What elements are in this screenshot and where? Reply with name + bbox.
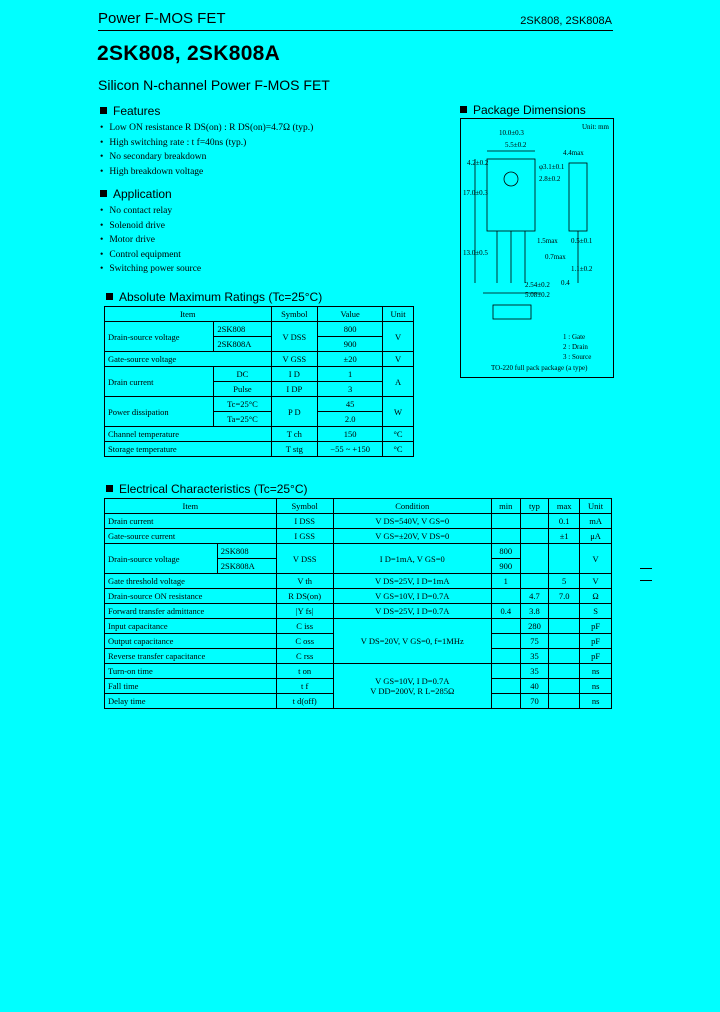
table-row — [105, 322, 414, 337]
item-cell: Drain-source voltage — [105, 322, 214, 352]
package-drawing-frame — [460, 118, 614, 378]
symbol-cell: V GSS — [271, 352, 318, 367]
package-body — [487, 159, 535, 231]
list-item: • High breakdown voltage — [100, 165, 313, 180]
item-cell: Gate-source current — [105, 529, 277, 544]
sub-cell: DC — [214, 367, 271, 382]
unit-cell: ns — [580, 679, 612, 694]
dimension-label: 0.4 — [561, 279, 570, 287]
dimension-label: 5.5±0.2 — [505, 141, 527, 149]
table-header-row — [105, 499, 612, 514]
max-cell — [549, 604, 580, 619]
square-bullet-icon — [100, 190, 107, 197]
package-note: TO-220 full pack package (a type) — [491, 364, 588, 372]
mounting-hole — [504, 172, 518, 186]
margin-mark — [640, 580, 652, 581]
value-cell: 150 — [318, 427, 383, 442]
symbol-cell: R DS(on) — [276, 589, 333, 604]
typ-cell: 280 — [520, 619, 548, 634]
unit-cell: pF — [580, 649, 612, 664]
table-row — [105, 664, 612, 679]
item-cell: Turn-on time — [105, 664, 277, 679]
unit-cell: ns — [580, 664, 612, 679]
item-cell: Gate threshold voltage — [105, 574, 277, 589]
sub-cell: 2SK808A — [214, 337, 271, 352]
unit-cell: °C — [383, 427, 414, 442]
value-cell: 2.0 — [318, 412, 383, 427]
unit-cell: W — [383, 397, 414, 427]
header-cell: Value — [318, 307, 383, 322]
min-cell — [491, 664, 520, 679]
symbol-cell: t on — [276, 664, 333, 679]
table-row — [105, 604, 612, 619]
header-cell: Symbol — [276, 499, 333, 514]
min-cell — [491, 679, 520, 694]
unit-cell: ns — [580, 694, 612, 709]
typ-cell — [520, 529, 548, 544]
header-part-numbers: 2SK808, 2SK808A — [520, 15, 612, 27]
list-item: • No secondary breakdown — [100, 150, 313, 165]
item-cell: Delay time — [105, 694, 277, 709]
margin-mark — [640, 568, 652, 569]
header-cell: Unit — [383, 307, 414, 322]
dimension-label: 0.7max — [545, 253, 566, 261]
condition-cell: V DS=20V, V GS=0, f=1MHz — [333, 619, 491, 664]
header-category: Power F-MOS FET — [98, 10, 226, 27]
package-heading: Package Dimensions — [460, 103, 586, 117]
condition-cell: V DS=25V, I D=0.7A — [333, 604, 491, 619]
pin-legend — [563, 332, 591, 362]
page-subtitle: Silicon N-channel Power F-MOS FET — [98, 77, 330, 93]
item-cell: Gate-source voltage — [105, 352, 272, 367]
table-row — [105, 352, 414, 367]
dimension-label: 2.8±0.2 — [539, 175, 561, 183]
min-cell — [491, 649, 520, 664]
unit-cell: pF — [580, 619, 612, 634]
page-title: 2SK808, 2SK808A — [97, 42, 281, 65]
header-cell: min — [491, 499, 520, 514]
max-cell: 0.1 — [549, 514, 580, 529]
abs-max-heading: Absolute Maximum Ratings (Tc=25°C) — [106, 290, 322, 304]
sub-cell: 2SK808A — [217, 559, 276, 574]
max-cell: 5 — [549, 574, 580, 589]
pin-legend-item: 2 : Drain — [563, 343, 588, 351]
symbol-cell: V DSS — [276, 544, 333, 574]
dimension-label: 1.5max — [537, 237, 558, 245]
min-cell: 900 — [491, 559, 520, 574]
symbol-cell: t d(off) — [276, 694, 333, 709]
value-cell: 45 — [318, 397, 383, 412]
min-cell: 0.4 — [491, 604, 520, 619]
dimension-label: 13.0±0.5 — [463, 249, 488, 257]
square-bullet-icon — [100, 107, 107, 114]
condition-cell: V GS=10V, I D=0.7A — [333, 589, 491, 604]
symbol-cell: C iss — [276, 619, 333, 634]
condition-cell: V DS=540V, V GS=0 — [333, 514, 491, 529]
max-cell — [549, 664, 580, 679]
min-cell — [491, 529, 520, 544]
typ-cell: 35 — [520, 649, 548, 664]
dimension-label: 1.1±0.2 — [571, 265, 593, 273]
min-cell: 800 — [491, 544, 520, 559]
list-item: • Low ON resistance R DS(on) : R DS(on)=4.7Ω (typ.) — [100, 121, 313, 136]
unit-cell: μA — [580, 529, 612, 544]
list-item: • Solenoid drive — [100, 219, 201, 234]
bottom-view-body — [493, 305, 531, 319]
unit-cell: V — [580, 544, 612, 574]
table-row — [105, 619, 612, 634]
sub-cell: 2SK808 — [214, 322, 271, 337]
elec-heading: Electrical Characteristics (Tc=25°C) — [106, 482, 308, 496]
application-heading: Application — [100, 187, 201, 201]
table-row — [105, 589, 612, 604]
typ-cell: 75 — [520, 634, 548, 649]
table-row — [105, 427, 414, 442]
symbol-cell: V th — [276, 574, 333, 589]
dimension-label: 4.4max — [563, 149, 584, 157]
symbol-cell: I GSS — [276, 529, 333, 544]
dimension-label: 0.5±0.1 — [571, 237, 593, 245]
min-cell: 1 — [491, 574, 520, 589]
item-cell: Drain-source ON resistance — [105, 589, 277, 604]
unit-cell: A — [383, 367, 414, 397]
table-row — [105, 544, 612, 559]
list-item: • High switching rate : t f=40ns (typ.) — [100, 136, 313, 151]
unit-cell: mA — [580, 514, 612, 529]
typ-cell: 3.8 — [520, 604, 548, 619]
dimension-label: 10.0±0.3 — [499, 129, 524, 137]
table-header-row — [105, 307, 414, 322]
item-cell: Output capacitance — [105, 634, 277, 649]
package-unit: Unit: mm — [581, 123, 609, 131]
typ-cell — [520, 574, 548, 589]
side-view-body — [569, 163, 587, 231]
item-cell: Forward transfer admittance — [105, 604, 277, 619]
header-cell: max — [549, 499, 580, 514]
item-cell: Storage temperature — [105, 442, 272, 457]
header-cell: Item — [105, 307, 272, 322]
max-cell: ±1 — [549, 529, 580, 544]
typ-cell: 4.7 — [520, 589, 548, 604]
features-heading: Features — [100, 104, 313, 118]
sub-cell: Pulse — [214, 382, 271, 397]
symbol-cell: |Y fs| — [276, 604, 333, 619]
max-cell — [549, 634, 580, 649]
dimension-label: 2.54±0.2 — [525, 281, 550, 289]
symbol-cell: T stg — [271, 442, 318, 457]
table-row — [105, 529, 612, 544]
table-row — [105, 442, 414, 457]
unit-cell: V — [383, 322, 414, 352]
header-cell: Item — [105, 499, 277, 514]
item-cell: Input capacitance — [105, 619, 277, 634]
list-item: • No contact relay — [100, 204, 201, 219]
min-cell — [491, 634, 520, 649]
square-bullet-icon — [106, 485, 113, 492]
dimension-label: φ3.1±0.1 — [539, 163, 565, 171]
symbol-cell: C rss — [276, 649, 333, 664]
square-bullet-icon — [106, 293, 113, 300]
max-cell — [549, 544, 580, 574]
header-cell: Condition — [333, 499, 491, 514]
dimension-label: 4.2±0.2 — [467, 159, 489, 167]
typ-cell: 35 — [520, 664, 548, 679]
unit-cell: V — [383, 352, 414, 367]
min-cell — [491, 589, 520, 604]
min-cell — [491, 694, 520, 709]
dimension-label: 17.0±0.3 — [463, 189, 488, 197]
typ-cell: 40 — [520, 679, 548, 694]
application-section — [100, 187, 201, 277]
table-row — [105, 514, 612, 529]
header-cell: Symbol — [271, 307, 318, 322]
header-cell: typ — [520, 499, 548, 514]
item-cell: Reverse transfer capacitance — [105, 649, 277, 664]
abs-max-table — [104, 306, 414, 457]
condition-line: V DD=200V, R L=285Ω — [370, 686, 455, 696]
typ-cell — [520, 544, 548, 574]
value-cell: 1 — [318, 367, 383, 382]
unit-cell: V — [580, 574, 612, 589]
list-item: • Switching power source — [100, 262, 201, 277]
sub-cell: 2SK808 — [217, 544, 276, 559]
unit-cell: °C — [383, 442, 414, 457]
condition-cell — [333, 664, 491, 709]
symbol-cell: P D — [271, 397, 318, 427]
value-cell: −55 ~ +150 — [318, 442, 383, 457]
value-cell: 3 — [318, 382, 383, 397]
symbol-cell: I DP — [271, 382, 318, 397]
header-cell: Unit — [580, 499, 612, 514]
header-divider — [98, 30, 613, 31]
condition-cell: I D=1mA, V GS=0 — [333, 544, 491, 574]
item-cell: Drain-source voltage — [105, 544, 218, 574]
max-cell — [549, 694, 580, 709]
table-row — [105, 367, 414, 382]
item-cell: Fall time — [105, 679, 277, 694]
max-cell — [549, 649, 580, 664]
elec-table — [104, 498, 612, 709]
symbol-cell: V DSS — [271, 322, 318, 352]
typ-cell — [520, 514, 548, 529]
symbol-cell: I D — [271, 367, 318, 382]
symbol-cell: T ch — [271, 427, 318, 442]
unit-cell: pF — [580, 634, 612, 649]
square-bullet-icon — [460, 106, 467, 113]
symbol-cell: t f — [276, 679, 333, 694]
item-cell: Drain current — [105, 367, 214, 397]
item-cell: Power dissipation — [105, 397, 214, 427]
sub-cell: Ta=25°C — [214, 412, 271, 427]
features-list — [100, 121, 313, 179]
list-item: • Motor drive — [100, 233, 201, 248]
symbol-cell: C oss — [276, 634, 333, 649]
condition-cell: V GS=±20V, V DS=0 — [333, 529, 491, 544]
value-cell: 900 — [318, 337, 383, 352]
table-row — [105, 574, 612, 589]
min-cell — [491, 619, 520, 634]
condition-cell: V DS=25V, I D=1mA — [333, 574, 491, 589]
item-cell: Drain current — [105, 514, 277, 529]
value-cell: ±20 — [318, 352, 383, 367]
features-section — [100, 104, 313, 179]
value-cell: 800 — [318, 322, 383, 337]
max-cell: 7.0 — [549, 589, 580, 604]
dimension-label: 5.08±0.2 — [525, 291, 550, 299]
unit-cell: S — [580, 604, 612, 619]
typ-cell: 70 — [520, 694, 548, 709]
table-row — [105, 397, 414, 412]
item-cell: Channel temperature — [105, 427, 272, 442]
application-list — [100, 204, 201, 277]
sub-cell: Tc=25°C — [214, 397, 271, 412]
max-cell — [549, 679, 580, 694]
min-cell — [491, 514, 520, 529]
pin-legend-item: 1 : Gate — [563, 333, 586, 341]
max-cell — [549, 619, 580, 634]
list-item: • Control equipment — [100, 248, 201, 263]
pin-legend-item: 3 : Source — [563, 353, 592, 361]
symbol-cell: I DSS — [276, 514, 333, 529]
unit-cell: Ω — [580, 589, 612, 604]
condition-line: V GS=10V, I D=0.7A — [375, 676, 450, 686]
